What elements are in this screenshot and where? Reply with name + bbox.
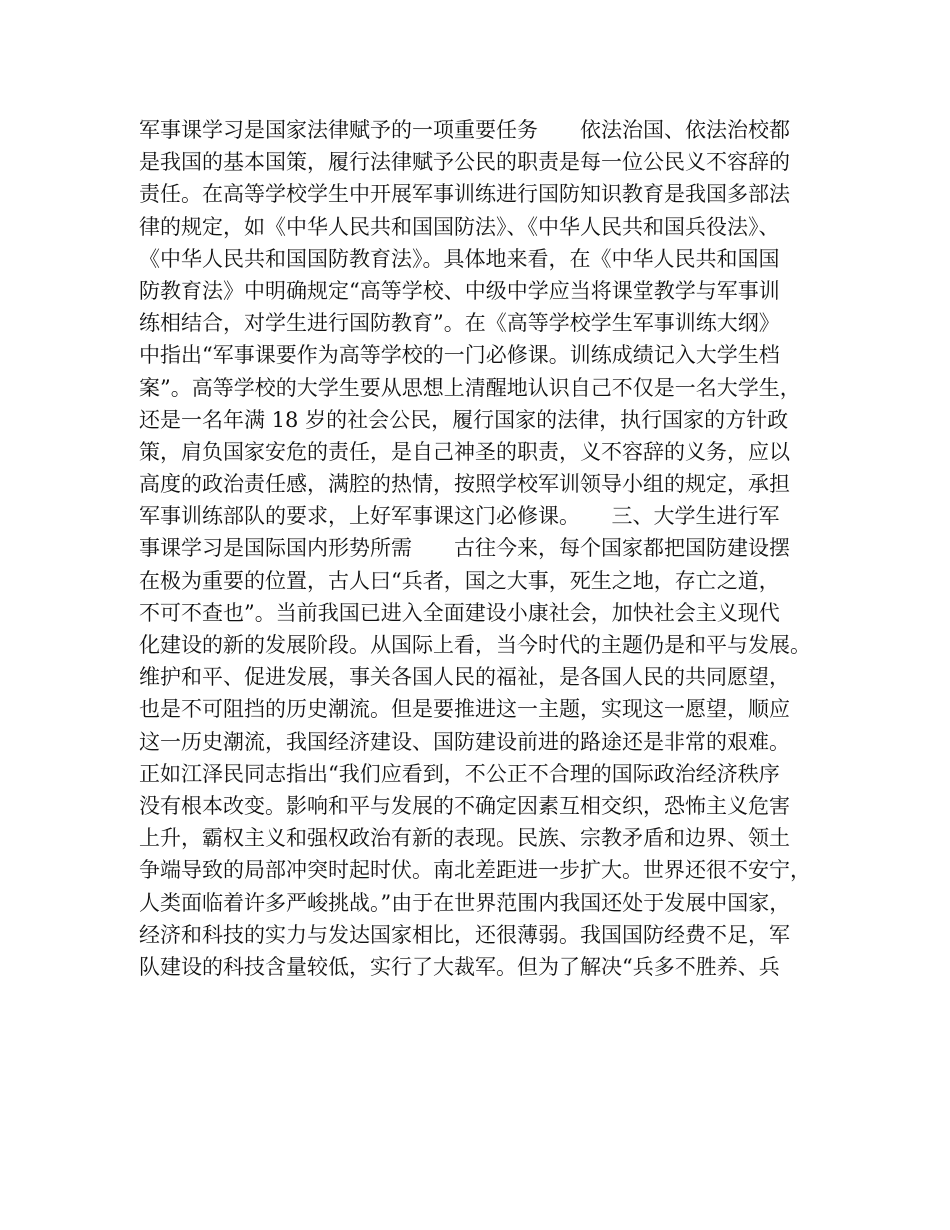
text-line: 在极为重要的位置，古人曰“兵者，国之大事，死生之地，存亡之道，: [139, 568, 780, 593]
text-line: 不可不查也”。当前我国已进入全面建设小康社会，加快社会主义现代: [139, 600, 780, 625]
text-line: 维护和平、促进发展，事关各国人民的福祉，是各国人民的共同愿望，: [139, 665, 790, 690]
text-line: 军事课学习是国家法律赋予的一项重要任务 依法治国、依法治校都: [139, 118, 790, 142]
text-line: 还是一名年满 18 岁的社会公民，履行国家的法律，执行国家的方针政: [139, 407, 789, 432]
text-line: 也是不可阻挡的历史潮流。但是要推进这一主题，实现这一愿望，顺应: [139, 697, 790, 722]
text-line: 这一历史潮流，我国经济建设、国防建设前进的路途还是非常的艰难。: [139, 729, 790, 754]
text-line: 军事训练部队的要求，上好军事课这门必修课。 三、大学生进行军: [139, 504, 780, 529]
body-paragraph: [139, 114, 829, 983]
text-line: 律的规定，如《中华人民共和国国防法》、《中华人民共和国兵役法》、: [139, 214, 780, 239]
text-line: 争端导致的局部冲突时起时伏。南北差距进一步扩大。世界还很不安宁，: [139, 858, 811, 883]
text-line: 化建设的新的发展阶段。从国际上看，当今时代的主题仍是和平与发展。: [139, 633, 811, 657]
text-line: 没有根本改变。影响和平与发展的不确定因素互相交织，恐怖主义危害: [139, 793, 790, 818]
text-line: 人类面临着许多严峻挑战。”由于在世界范围内我国还处于发展中国家，: [139, 890, 791, 915]
text-line: 中指出“军事课要作为高等学校的一门必修课。训练成绩记入大学生档: [139, 343, 780, 368]
text-line: 策，肩负国家安危的责任，是自己神圣的职责，义不容辞的义务，应以: [139, 439, 790, 464]
text-line: 队建设的科技含量较低，实行了大裁军。但为了解决“兵多不胜养、兵: [139, 954, 780, 979]
text-line: 责任。在高等学校学生中开展军事训练进行国防知识教育是我国多部法: [139, 182, 790, 207]
text-line: 高度的政治责任感，满腔的热情，按照学校军训领导小组的规定，承担: [139, 472, 790, 497]
text-line: 正如江泽民同志指出“我们应看到，不公正不合理的国际政治经济秩序: [139, 761, 780, 786]
text-line: 防教育法》中明确规定“高等学校、中级中学应当将课堂教学与军事训: [139, 278, 780, 303]
text-line: 事课学习是国际国内形势所需 古往今来，每个国家都把国防建设摆: [139, 536, 790, 561]
text-line: 案”。高等学校的大学生要从思想上清醒地认识自己不仅是一名大学生，: [139, 375, 801, 400]
text-line: 是我国的基本国策，履行法律赋予公民的职责是每一位公民义不容辞的: [139, 150, 790, 175]
text-line: 经济和科技的实力与发达国家相比，还很薄弱。我国国防经费不足，军: [139, 922, 790, 947]
text-line: 《中华人民共和国国防教育法》。具体地来看，在《中华人民共和国国: [139, 246, 780, 271]
text-line: 上升，霸权主义和强权政治有新的表现。民族、宗教矛盾和边界、领土: [139, 826, 790, 851]
text-line: 练相结合，对学生进行国防教育”。在《高等学校学生军事训练大纲》: [139, 311, 780, 336]
